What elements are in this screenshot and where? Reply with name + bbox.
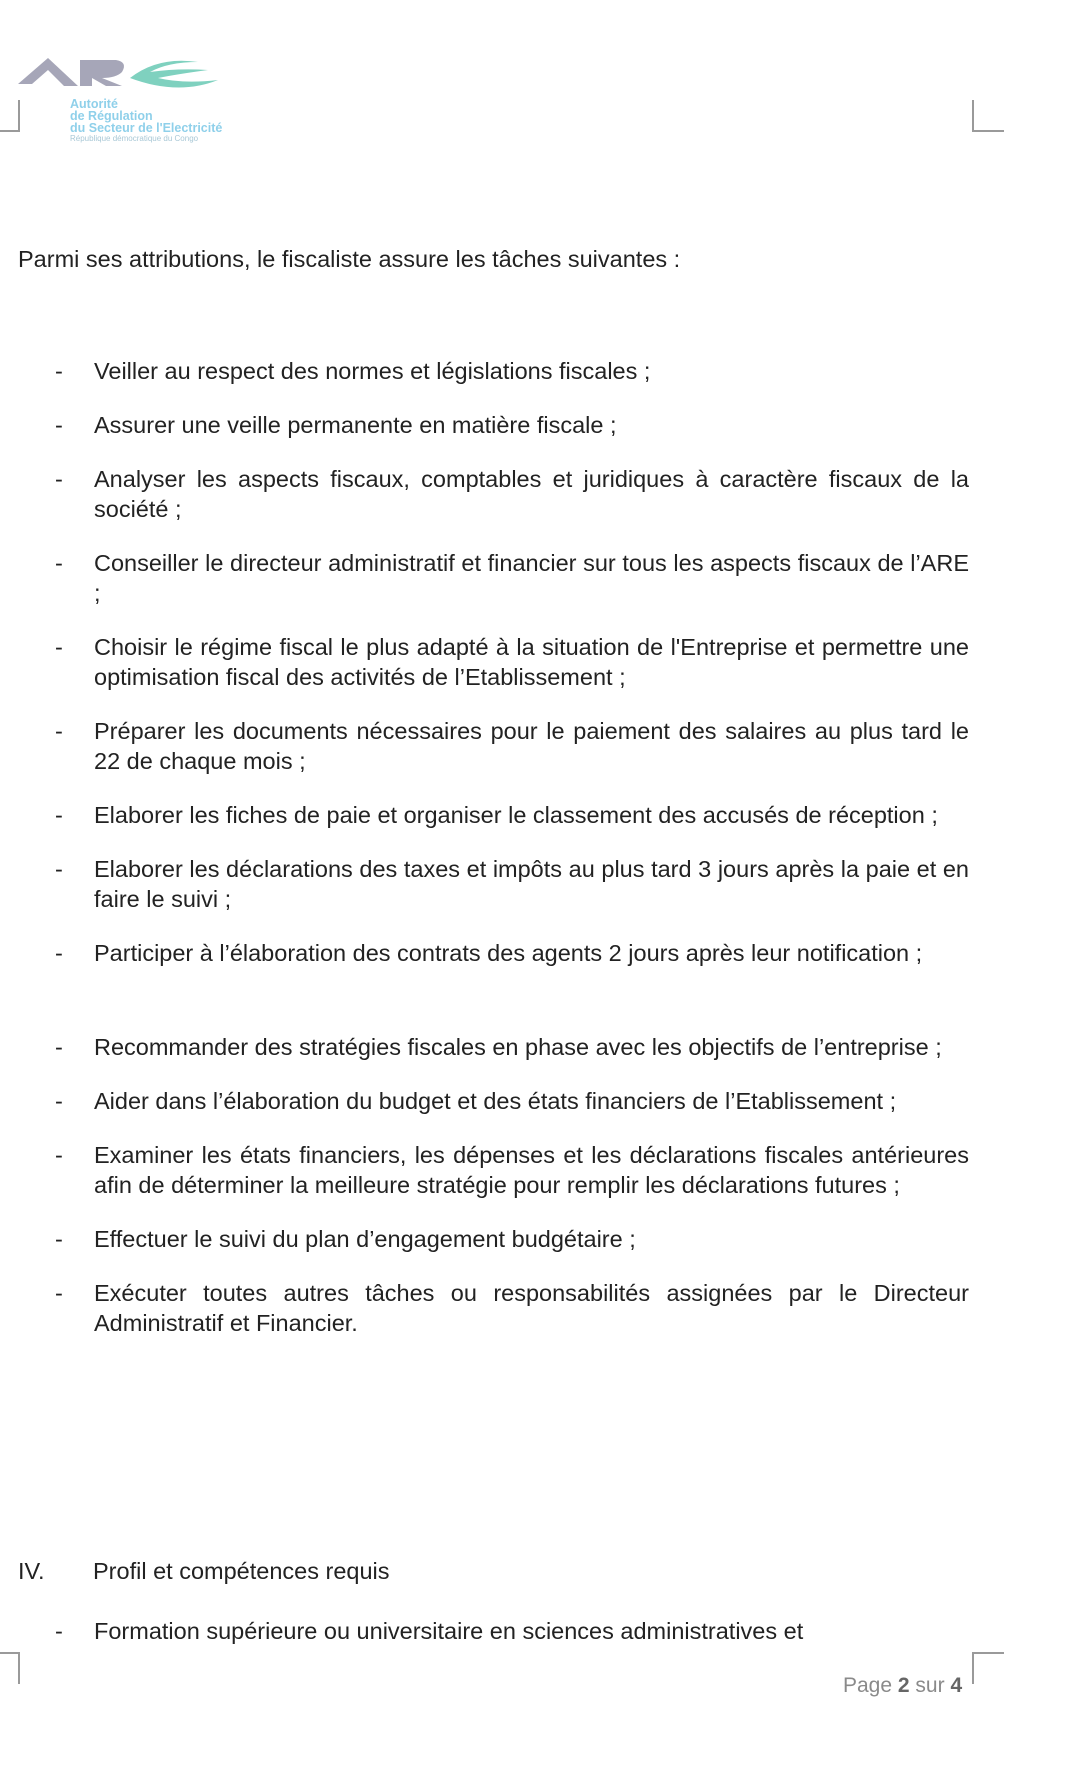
list-item: - Elaborer les fiches de paie et organiser le classement des accusés de réception ;: [55, 802, 938, 828]
section-heading: [18, 1558, 390, 1585]
list-item: - Conseiller le directeur administratif et financier sur tous les aspects fiscaux de l’ARE ;: [55, 550, 969, 606]
section-number: IV.: [18, 1558, 45, 1584]
are-logo-mark: [18, 56, 218, 101]
org-line-1: Autorité: [70, 97, 118, 111]
org-line-3: du Secteur de l'Electricité: [70, 121, 223, 135]
section-title: Profil et compétences requis: [93, 1558, 390, 1584]
bullet-dash: -: [55, 634, 63, 660]
bullet-dash: -: [55, 358, 63, 384]
org-country: République démocratique du Congo: [70, 134, 199, 143]
crop-mark-top-left: [0, 100, 20, 132]
logo-org-name: [70, 98, 222, 144]
bullet-dash: -: [55, 1280, 63, 1306]
profile-list: [0, 1616, 1080, 1670]
list-item: - Aider dans l’élaboration du budget et des états financiers de l’Etablissement ;: [55, 1088, 897, 1114]
bullet-dash: -: [55, 1618, 63, 1644]
list-item: - Formation supérieure ou universitaire en sciences administratives et: [55, 1618, 804, 1644]
bullet-dash: -: [55, 856, 63, 882]
task-list: [0, 356, 1080, 1362]
list-item: - Exécuter toutes autres tâches ou responsabilités assignées par le Directeur Administratif et Financier.: [55, 1280, 969, 1336]
intro-paragraph: Parmi ses attributions, le fiscaliste assure les tâches suivantes :: [18, 246, 681, 272]
bullet-dash: -: [55, 466, 63, 492]
list-item: - Effectuer le suivi du plan d’engagement budgétaire ;: [55, 1226, 636, 1252]
list-item: - Choisir le régime fiscal le plus adapté à la situation de l'Entreprise et permettre une optimisation fiscal des activités de l’Etablissement ;: [55, 634, 969, 690]
list-item: - Analyser les aspects fiscaux, comptables et juridiques à caractère fiscaux de la société ;: [55, 466, 969, 522]
bullet-dash: -: [55, 1088, 63, 1114]
bullet-dash: -: [55, 412, 63, 438]
list-item: - Préparer les documents nécessaires pour le paiement des salaires au plus tard le 22 de chaque mois ;: [55, 718, 969, 774]
bullet-dash: -: [55, 1142, 63, 1168]
list-item: - Elaborer les déclarations des taxes et impôts au plus tard 3 jours après la paie et en faire le suivi ;: [55, 856, 969, 912]
crop-mark-top-right: [972, 100, 1004, 132]
bullet-dash: -: [55, 1034, 63, 1060]
bullet-dash: -: [55, 550, 63, 576]
list-item: - Recommander des stratégies fiscales en phase avec les objectifs de l’entreprise ;: [55, 1034, 942, 1060]
bullet-dash: -: [55, 718, 63, 744]
bullet-dash: -: [55, 1226, 63, 1252]
bullet-dash: -: [55, 802, 63, 828]
list-item: - Participer à l’élaboration des contrats des agents 2 jours après leur notification ;: [55, 940, 923, 966]
bullet-dash: -: [55, 940, 63, 966]
list-item: - Examiner les états financiers, les dépenses et les déclarations fiscales antérieures afin de déterminer la meilleure stratégie pour remplir les déclarations futures ;: [55, 1142, 969, 1198]
list-item: - Veiller au respect des normes et législations fiscales ;: [55, 358, 651, 384]
list-item: - Assurer une veille permanente en matière fiscale ;: [55, 412, 617, 438]
page-number: Page 2 sur 4: [843, 1674, 963, 1697]
org-line-2: de Régulation: [70, 109, 153, 123]
